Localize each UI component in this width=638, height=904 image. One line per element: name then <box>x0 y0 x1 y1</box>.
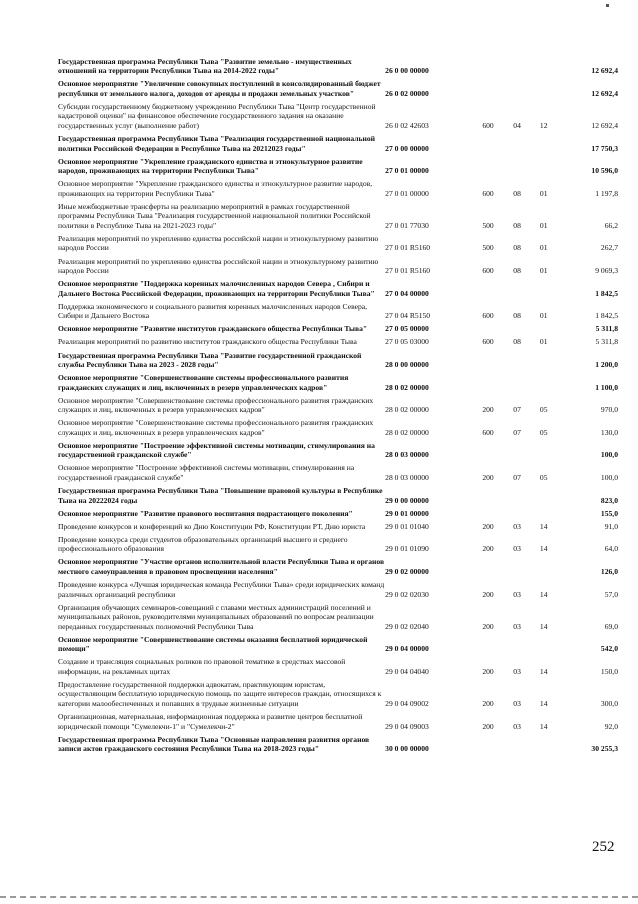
table-row <box>58 462 618 485</box>
row-name: Реализация мероприятий по укреплению единства российской нации и этнокультурному развитию народов России <box>58 233 379 253</box>
row-name: Основное мероприятие "Развитие правового воспитания подрастающего поколения" <box>58 508 353 518</box>
row-section <box>505 733 530 756</box>
row-name: Основное мероприятие "Совершенствование системы профессионального развития гражданских служащих и лиц, включенных в резерв управленческих кадров" <box>58 373 349 392</box>
row-code: 27 0 05 00000 <box>385 324 429 334</box>
row-section: 07 <box>513 405 521 415</box>
row-expense-type <box>471 78 504 101</box>
row-subsection <box>530 78 558 101</box>
row-subsection: 14 <box>539 521 548 531</box>
row-expense-type <box>471 323 504 336</box>
row-subsection <box>530 484 558 507</box>
table-row <box>58 100 618 132</box>
row-code: 29 0 04 09003 <box>385 721 429 731</box>
table-row <box>58 533 618 556</box>
row-expense-type <box>471 507 504 520</box>
row-name: Создание и трансляция социальных роликов по правовой тематике в средствах массовой информации, на рекламных щитах <box>58 657 346 676</box>
row-subsection <box>530 439 558 462</box>
row-expense-type <box>471 155 504 178</box>
row-amount: 5 311,8 <box>595 337 618 347</box>
row-amount: 150,0 <box>600 666 618 676</box>
row-section: 08 <box>513 266 521 276</box>
row-code: 27 0 01 77030 <box>385 220 429 230</box>
row-code: 28 0 03 00000 <box>385 450 429 460</box>
row-expense-type: 200 <box>482 698 494 708</box>
row-subsection: 01 <box>539 188 548 198</box>
row-section: 08 <box>513 311 521 321</box>
table-row <box>58 556 618 579</box>
row-amount: 1 842,5 <box>595 311 618 321</box>
table-row <box>58 323 618 336</box>
row-section <box>505 78 530 101</box>
row-code: 29 0 01 01090 <box>385 544 429 554</box>
row-amount: 30 255,3 <box>591 744 618 754</box>
row-expense-type: 200 <box>482 544 494 554</box>
table-row <box>58 439 618 462</box>
row-amount: 823,0 <box>600 495 618 505</box>
table-row <box>58 507 618 520</box>
table-row <box>58 601 618 633</box>
table-row <box>58 336 618 349</box>
row-amount: 10 596,0 <box>591 166 618 176</box>
table-row <box>58 177 618 200</box>
row-subsection: 01 <box>539 311 548 321</box>
row-code: 29 0 02 00000 <box>385 566 429 576</box>
row-section <box>505 371 530 394</box>
page-bottom-rule <box>0 896 638 898</box>
row-name: Проведение конкурса «Лучшая юридическая команда Республики Тыва» среди юридических команд различных организаций республики <box>58 580 385 599</box>
row-subsection: 14 <box>539 544 548 554</box>
table-row <box>58 633 618 656</box>
row-section: 08 <box>513 188 521 198</box>
row-subsection: 01 <box>539 220 548 230</box>
table-row <box>58 656 618 679</box>
table-row <box>58 78 618 101</box>
row-expense-type: 200 <box>482 621 494 631</box>
row-subsection <box>530 155 558 178</box>
row-code: 29 0 01 00000 <box>385 508 429 518</box>
row-expense-type: 600 <box>482 427 494 437</box>
row-name: Государственная программа Республики Тыва "Основные направления развития органов записи актов гражданского состояния Республики Тыва на 2018-2023 годы" <box>58 734 370 754</box>
row-amount: 1 100,0 <box>595 382 618 392</box>
row-section: 08 <box>513 337 521 347</box>
row-code: 28 0 02 00000 <box>385 427 429 437</box>
table-row <box>58 733 618 756</box>
row-amount: 69,0 <box>604 621 618 631</box>
row-amount: 66,2 <box>604 220 618 230</box>
row-amount: 17 750,3 <box>591 143 618 153</box>
row-code: 28 0 02 00000 <box>385 405 429 415</box>
row-section: 03 <box>513 698 521 708</box>
row-name: Основное мероприятие "Построение эффективной системы мотивации, стимулирования на государственной гражданской службе" <box>58 440 375 460</box>
row-expense-type <box>471 349 504 372</box>
row-section <box>505 55 530 78</box>
row-code: 29 0 01 01040 <box>385 521 429 531</box>
row-expense-type <box>471 55 504 78</box>
row-expense-type: 600 <box>482 337 494 347</box>
row-name: Субсидии государственному бюджетному учреждению Республики Тыва "Центр государственной кадастровой оценки" на финансовое обеспечение государственного задания на оказание государственных услуг (выполнение работ) <box>58 101 376 130</box>
row-expense-type: 500 <box>482 243 494 253</box>
row-amount: 57,0 <box>604 589 618 599</box>
row-name: Основное мероприятие "Поддержка коренных малочисленных народов Севера , Сибири и Дальнего Востока Российской Федерации, проживающих на территории Республики Тыва" <box>58 279 375 298</box>
budget-table-body <box>58 55 618 755</box>
row-section: 03 <box>513 721 521 731</box>
row-section <box>505 439 530 462</box>
row-subsection: 14 <box>539 698 548 708</box>
row-name: Иные межбюджетные трансферты на реализацию мероприятий в рамках государственной программы Республики Тыва "Реализация государственной национальной политики Российской политики в Республике Тыва на 2021-2023 годы" <box>58 201 371 230</box>
row-expense-type <box>471 277 504 300</box>
row-subsection <box>530 277 558 300</box>
table-row <box>58 678 618 710</box>
table-row <box>58 578 618 601</box>
row-amount: 262,7 <box>600 243 618 253</box>
row-section <box>505 507 530 520</box>
row-name: Основное мероприятие "Совершенствование системы профессионального развития гражданских служащих и лиц, включенных в резерв управленческих кадров" <box>58 418 374 437</box>
row-name: Основное мероприятие "Построение эффективной системы мотивации, стимулирования на государственной гражданской службе" <box>58 463 355 482</box>
row-subsection: 05 <box>539 427 548 437</box>
row-name: Государственная программа Республики Тыва "Развитие государственной гражданской службы Республики Тыва на 2023 - 2028 годы" <box>58 350 362 370</box>
row-name: Реализация мероприятий по развитию институтов гражданского общества Республики Тыва <box>58 337 357 347</box>
row-code: 27 0 04 R5150 <box>385 311 431 321</box>
row-name: Основное мероприятие "Укрепление гражданского единства и этнокультурное развитие народов, проживающих на территории Республики Тыва" <box>58 156 363 176</box>
row-section: 07 <box>513 427 521 437</box>
row-code: 28 0 02 00000 <box>385 382 429 392</box>
page-number: 252 <box>592 839 615 855</box>
row-section: 03 <box>513 666 521 676</box>
row-amount: 1 197,8 <box>595 188 618 198</box>
row-section: 08 <box>513 243 521 253</box>
row-expense-type: 200 <box>482 472 494 482</box>
row-expense-type: 200 <box>482 666 494 676</box>
row-expense-type: 200 <box>482 521 494 531</box>
budget-table <box>58 55 618 755</box>
row-name: Основное мероприятие "Участие органов исполнительной власти Республики Тыва и органов местного самоуправления в правовом просвещении населения" <box>58 557 385 576</box>
row-amount: 100,0 <box>600 450 618 460</box>
row-amount: 91,0 <box>604 521 618 531</box>
row-section: 07 <box>513 472 521 482</box>
row-code: 27 0 01 R5160 <box>385 243 431 253</box>
row-subsection: 14 <box>539 666 548 676</box>
row-expense-type <box>471 633 504 656</box>
table-row <box>58 232 618 255</box>
row-code: 28 0 00 00000 <box>385 360 429 370</box>
row-expense-type <box>471 439 504 462</box>
row-amount: 300,0 <box>600 698 618 708</box>
row-code: 29 0 02 02030 <box>385 589 429 599</box>
row-code: 26 0 02 42603 <box>385 120 429 130</box>
table-row <box>58 300 618 323</box>
row-code: 29 0 04 00000 <box>385 644 429 654</box>
row-code: 30 0 00 00000 <box>385 744 429 754</box>
row-amount: 1 842,5 <box>595 288 618 298</box>
row-subsection: 01 <box>539 337 548 347</box>
row-amount: 1 200,0 <box>595 360 618 370</box>
row-name: Проведение конкурса среди студентов образовательных организаций высшего и среднего профессионального образования <box>58 534 348 554</box>
row-amount: 5 311,8 <box>595 324 618 334</box>
row-code: 27 0 01 R5160 <box>385 266 431 276</box>
row-code: 26 0 00 00000 <box>385 66 429 76</box>
table-row <box>58 710 618 733</box>
row-amount: 100,0 <box>600 472 618 482</box>
row-subsection: 01 <box>539 243 548 253</box>
table-row <box>58 55 618 78</box>
table-row <box>58 520 618 533</box>
row-section: 03 <box>513 544 521 554</box>
row-code: 27 0 05 03000 <box>385 337 429 347</box>
row-section <box>505 484 530 507</box>
row-subsection: 12 <box>539 120 548 130</box>
table-row <box>58 394 618 417</box>
row-expense-type <box>471 733 504 756</box>
row-section <box>505 633 530 656</box>
row-expense-type: 600 <box>482 188 494 198</box>
table-row <box>58 132 618 155</box>
row-name: Основное мероприятие "Совершенствование системы профессионального развития гражданских служащих и лиц, включенных в резерв управленческих кадров" <box>58 395 374 415</box>
row-subsection <box>530 633 558 656</box>
row-subsection <box>530 371 558 394</box>
row-name: Реализация мероприятий по укреплению единства российской нации и этнокультурному развитию народов России <box>58 256 379 276</box>
row-expense-type <box>471 556 504 579</box>
row-subsection <box>530 55 558 78</box>
row-name: Государственная программа Республики Тыва "Реализация государственной национальной политики Российской Федерации в Республике Тыва на 20212023 годы" <box>58 134 376 153</box>
row-subsection <box>530 507 558 520</box>
table-row <box>58 255 618 278</box>
row-expense-type: 200 <box>482 405 494 415</box>
row-name: Основное мероприятие "Увеличение совокупных поступлений в консолидированный бюджет республики от земельного налога, доходов от аренды и продажи земельных участков" <box>58 79 381 98</box>
row-code: 29 0 02 02040 <box>385 621 429 631</box>
row-name: Организация обучающих семинаров-совещаний с главами местных администраций поселений и муниципальных районов, руководителями муниципальных образований по вопросам реализации переданных государственных полномочий Республики Тыва <box>58 602 374 631</box>
row-name: Поддержка экономического и социального развития коренных малочисленных народов Севера, Сибири и Дальнего Востока <box>58 301 368 321</box>
row-code: 28 0 03 00000 <box>385 472 429 482</box>
row-name: Организационная, материальная, информационная поддержка и развитие центров бесплатной юридической помощи "Сумелекчи-1" и "Сумелекчи-2" <box>58 712 363 731</box>
row-subsection <box>530 132 558 155</box>
row-expense-type: 200 <box>482 589 494 599</box>
row-amount: 126,0 <box>600 566 618 576</box>
row-subsection <box>530 323 558 336</box>
row-section <box>505 556 530 579</box>
table-row <box>58 371 618 394</box>
row-name: Государственная программа Республики Тыва "Развитие земельно - имущественных отношений на территории Республики Тыва на 2014-2022 годы" <box>58 56 352 76</box>
row-subsection: 14 <box>539 721 548 731</box>
row-amount: 155,0 <box>600 508 618 518</box>
row-expense-type <box>471 371 504 394</box>
row-subsection: 01 <box>539 266 548 276</box>
row-name: Предоставление государственной поддержки адвокатам, практикующим юристам, осуществляющим бесплатную юридическую помощь по защите интересов граждан, относящихся к категории малообеспеченных и попавших в трудные жизненные ситуации <box>58 679 382 708</box>
row-subsection: 05 <box>539 405 548 415</box>
row-code: 29 0 04 09002 <box>385 698 429 708</box>
row-expense-type: 600 <box>482 266 494 276</box>
table-row <box>58 484 618 507</box>
row-expense-type: 600 <box>482 311 494 321</box>
row-amount: 12 692,4 <box>591 88 618 98</box>
row-subsection <box>530 556 558 579</box>
table-row <box>58 200 618 232</box>
scan-mark <box>606 4 609 7</box>
row-code: 27 0 00 00000 <box>385 143 429 153</box>
row-name: Проведение конкурсов и конференций ко Дню Конституции РФ, Конституции РТ, Дню юриста <box>58 521 366 531</box>
row-expense-type <box>471 132 504 155</box>
row-amount: 12 692,4 <box>591 66 618 76</box>
row-amount: 9 069,3 <box>595 266 618 276</box>
row-name: Основное мероприятие "Укрепление гражданского единства и этнокультурное развитие народов, проживающих на территории Республики Тыва" <box>58 179 373 198</box>
table-row <box>58 277 618 300</box>
row-section: 08 <box>513 220 521 230</box>
row-amount: 64,0 <box>604 544 618 554</box>
row-subsection: 14 <box>539 621 548 631</box>
row-section <box>505 132 530 155</box>
row-name: Государственная программа Республики Тыва "Повышение правовой культуры в Республике Тыва на 20222024 годы <box>58 486 383 505</box>
row-subsection <box>530 349 558 372</box>
table-row <box>58 155 618 178</box>
row-code: 29 0 00 00000 <box>385 495 429 505</box>
row-expense-type: 200 <box>482 721 494 731</box>
row-section <box>505 349 530 372</box>
row-subsection: 05 <box>539 472 548 482</box>
row-section <box>505 277 530 300</box>
row-code: 26 0 02 00000 <box>385 88 429 98</box>
row-name: Основное мероприятие "Развитие институтов гражданского общества Республики Тыва" <box>58 324 368 334</box>
row-expense-type <box>471 484 504 507</box>
row-section: 04 <box>513 120 521 130</box>
row-amount: 970,0 <box>600 405 618 415</box>
row-section <box>505 155 530 178</box>
row-amount: 130,0 <box>600 427 618 437</box>
row-code: 27 0 01 00000 <box>385 166 429 176</box>
row-amount: 542,0 <box>600 644 618 654</box>
row-name: Основное мероприятие "Совершенствование системы оказания бесплатной юридической помощи" <box>58 634 368 654</box>
row-code: 27 0 01 00000 <box>385 188 429 198</box>
table-row <box>58 349 618 372</box>
row-section: 03 <box>513 621 521 631</box>
row-section: 03 <box>513 521 521 531</box>
row-code: 29 0 04 04040 <box>385 666 429 676</box>
row-subsection: 14 <box>539 589 548 599</box>
row-section <box>505 323 530 336</box>
row-code: 27 0 04 00000 <box>385 288 429 298</box>
row-section: 03 <box>513 589 521 599</box>
table-row <box>58 417 618 440</box>
row-expense-type: 500 <box>482 220 494 230</box>
row-amount: 92,0 <box>604 721 618 731</box>
row-subsection <box>530 733 558 756</box>
row-amount: 12 692,4 <box>591 120 618 130</box>
row-expense-type: 600 <box>482 120 494 130</box>
